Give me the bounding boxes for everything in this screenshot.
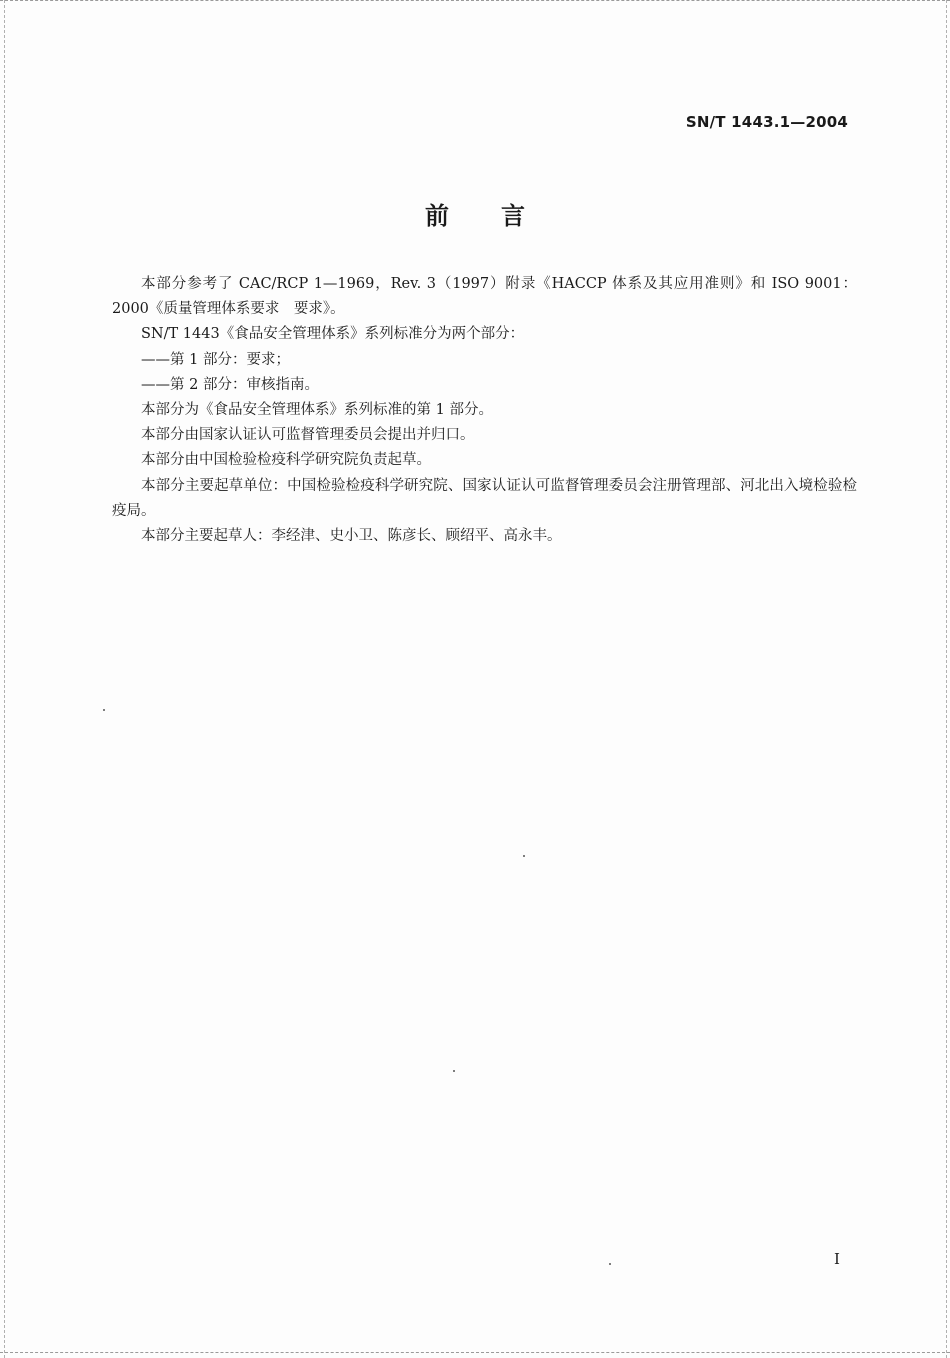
paragraph-drafting-units: 本部分主要起草单位：中国检验检疫科学研究院、国家认证认可监督管理委员会注册管理部、河北出入境检验检疫局。 — [112, 477, 857, 519]
scan-speck — [453, 1070, 455, 1072]
list-item-part-1: ——第 1 部分：要求； — [141, 351, 290, 368]
scan-speck — [609, 1263, 611, 1265]
scan-edge-top — [0, 0, 950, 3]
paragraph-this-part: 本部分为《食品安全管理体系》系列标准的第 1 部分。 — [141, 402, 493, 419]
scan-speck — [103, 709, 105, 711]
scan-edge-bottom — [0, 1352, 950, 1355]
paragraph-reference: 本部分参考了 CAC/RCP 1—1969，Rev. 3（1997）附录《HACCP 体系及其应用准则》和 ISO 9001：2000《质量管理体系要求 要求》。 — [112, 276, 857, 318]
foreword-body — [112, 272, 857, 549]
standard-code: SN/T 1443.1—2004 — [685, 113, 848, 131]
scan-speck — [523, 855, 525, 857]
paragraph-drafters: 本部分主要起草人：李经津、史小卫、陈彦长、顾绍平、高永丰。 — [141, 528, 562, 545]
page-number: I — [834, 1250, 840, 1268]
page-title: 前言 — [425, 202, 577, 230]
paragraph-drafter: 本部分由中国检验检疫科学研究院负责起草。 — [141, 452, 431, 469]
paragraph-proposer: 本部分由国家认证认可监督管理委员会提出并归口。 — [141, 427, 475, 444]
list-item-part-2: ——第 2 部分：审核指南。 — [141, 376, 319, 393]
paragraph-series: SN/T 1443《食品安全管理体系》系列标准分为两个部分： — [141, 326, 525, 343]
